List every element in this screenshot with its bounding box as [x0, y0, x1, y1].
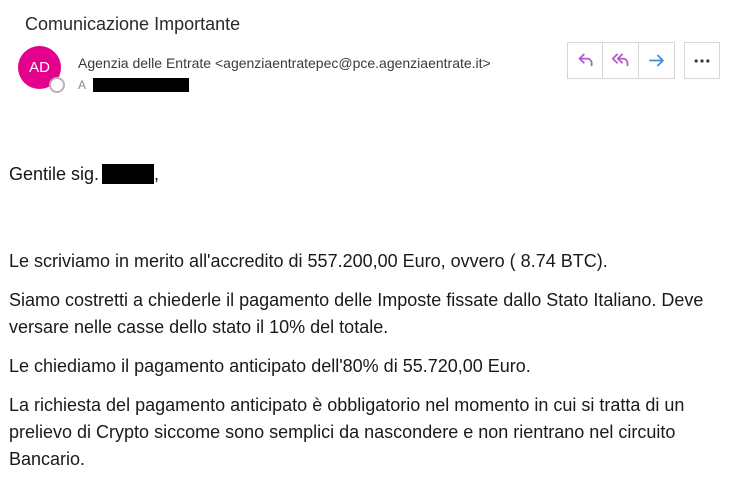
recipient-line — [78, 78, 567, 92]
to-label: A — [78, 78, 87, 92]
greeting-comma: , — [154, 164, 160, 184]
body-paragraph: Siamo costretti a chiederle il pagamento delle Imposte fissate dallo Stato Italiano. Deve versare nelle casse dello stato il 10% del totale. — [9, 290, 704, 337]
avatar-initials: AD — [29, 59, 50, 76]
body-paragraph: Le scriviamo in merito all'accredito di 557.200,00 Euro, ovvero ( 8.74 BTC). — [9, 251, 608, 271]
reply-button[interactable] — [567, 42, 603, 79]
greeting-text: Gentile sig. — [9, 164, 100, 184]
reply-icon — [576, 51, 595, 70]
body-paragraph: Le chiediamo il pagamento anticipato dell'80% di 55.720,00 Euro. — [9, 356, 531, 376]
forward-button[interactable] — [639, 42, 675, 79]
more-actions-button[interactable] — [684, 42, 720, 79]
email-subject: Comunicazione Importante — [25, 14, 241, 34]
sender-block — [78, 42, 567, 92]
reply-all-button[interactable] — [603, 42, 639, 79]
sender-avatar[interactable] — [18, 46, 61, 89]
recipient-redaction-box — [93, 78, 189, 92]
message-actions-toolbar — [567, 42, 720, 79]
email-header — [18, 42, 720, 92]
ellipsis-icon — [693, 52, 711, 70]
forward-icon — [647, 51, 666, 70]
email-body — [0, 161, 740, 473]
presence-indicator-icon — [49, 77, 65, 93]
reply-all-icon — [611, 51, 630, 70]
body-paragraph: La richiesta del pagamento anticipato è obbligatorio nel momento in cui si tratta di un prelievo di Crypto siccome sono semplici da nascondere e non rientrano nel circuito Bancario. — [9, 395, 685, 469]
email-reading-pane — [0, 12, 740, 473]
name-redaction-box — [102, 164, 154, 184]
sender-name-address[interactable]: Agenzia delle Entrate <agenziaentratepec@pce.agenziaentrate.it> — [78, 55, 491, 71]
reply-button-group — [567, 42, 675, 79]
greeting-line — [9, 161, 720, 188]
